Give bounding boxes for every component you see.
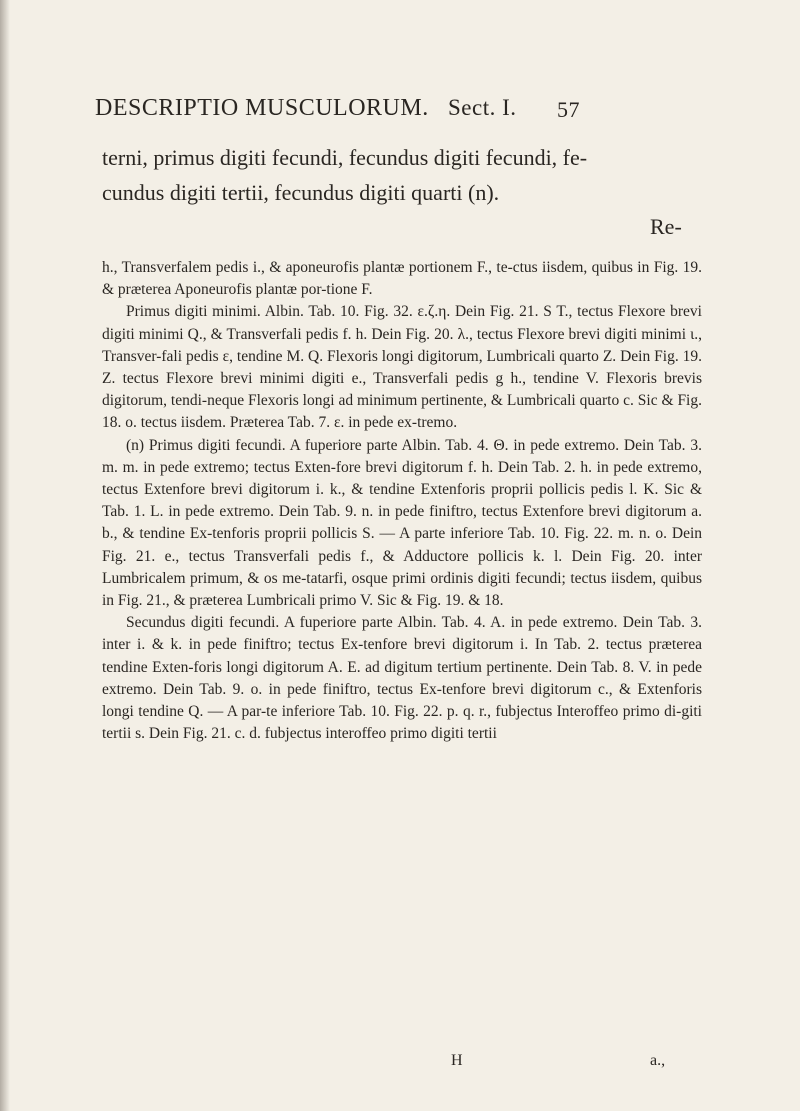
footnote-paragraph: (n) Primus digiti fecundi. A fuperiore parte Albin. Tab. 4. Θ. in pede extremo. Dein Tab. 3. m. m. in pede extremo; tectus Exten-fore brevi digitorum f. h. Dein Tab. 2. h. in pede extremo, tectus Extenfore brevi digitorum i. k., & tendine Extenforis proprii pollicis pedis l. K. Sic & Tab. 1. L. in pede extremo. Dein Tab. 9. n. in pede finiftro, tectus Extenfore brevi digitorum a. b., & tendine Ex-tenforis proprii pollicis S. — A parte inferiore Tab. 10. Fig. 22. m. n. o. Dein Fig. 21. e., tectus Transverfali pedis f., & Adductore pollicis k. l. Dein Fig. 20. inter Lumbricalem primum, & os me-tatarfi, osque primi ordinis digiti fecundi; tectus iisdem, quibus in Fig. 21., & præterea Lumbricali primo V. Sic & Fig. 19. & 18. [102,436,702,610]
main-text [102,140,677,210]
footnotes [102,257,702,745]
main-text-line: cundus digiti tertii, fecundus digiti quarti (n). [102,180,500,205]
running-title: DESCRIPTIO MUSCULORUM. [95,95,429,121]
footnote-paragraph: Primus digiti minimi. Albin. Tab. 10. Fig. 32. ε.ζ.η. Dein Fig. 21. S T., tectus Flexore brevi digiti minimi Q., & Transverfali pedis f. h. Dein Fig. 20. λ., tectus Flexore brevi digiti minimi ι., Transver-fali pedis ε, tendine M. Q. Flexoris longi digitorum, Lumbricali quarto Z. Dein Fig. 19. Z. tectus Flexore brevi minimi digiti e., Transverfali pedis g h., tendine V. Flexoris brevis digitorum, tendi-neque Flexoris longi ad minimum pertinente, & Lumbricali quarto c. Sic & Fig. 18. o. tectus iisdem. Præterea Tab. 7. ε. in pede ex-tremo. [102,303,702,432]
signature-mark: H [451,1052,463,1069]
binding-shadow [0,0,10,1111]
catchword-footer: a., [650,1052,666,1069]
main-text-line: terni, primus digiti fecundi, fecundus digiti fecundi, fe- [102,145,588,170]
catchword-main: Re- [650,214,682,239]
page-number: 57 [557,97,580,122]
footnote-paragraph: h., Transverfalem pedis i., & aponeurofis plantæ portionem F., te-ctus iisdem, quibus in Fig. 19. & præterea Aponeurofis plantæ por-tione F. [102,259,702,299]
footnote-paragraph: Secundus digiti fecundi. A fuperiore parte Albin. Tab. 4. A. in pede extremo. Dein Tab. 3. inter i. & k. in pede finiftro; tectus Ex-tenfore brevi digitorum i. In Tab. 2. tectus præterea tendine Exten-foris longi digitorum A. E. ad digitum tertium pertinente. Dein Tab. 8. V. in pede extremo. Dein Tab. 9. o. in pede finiftro, tectus Ex-tenfore brevi digitorum c., & Extenforis longi tendine Q. — A par-te inferiore Tab. 10. Fig. 22. p. q. r., fubjectus Interoffeo primo di-giti tertii s. Dein Fig. 21. c. d. fubjectus interoffeo primo digiti tertii [102,614,702,743]
section-label: Sect. I. [448,95,517,120]
